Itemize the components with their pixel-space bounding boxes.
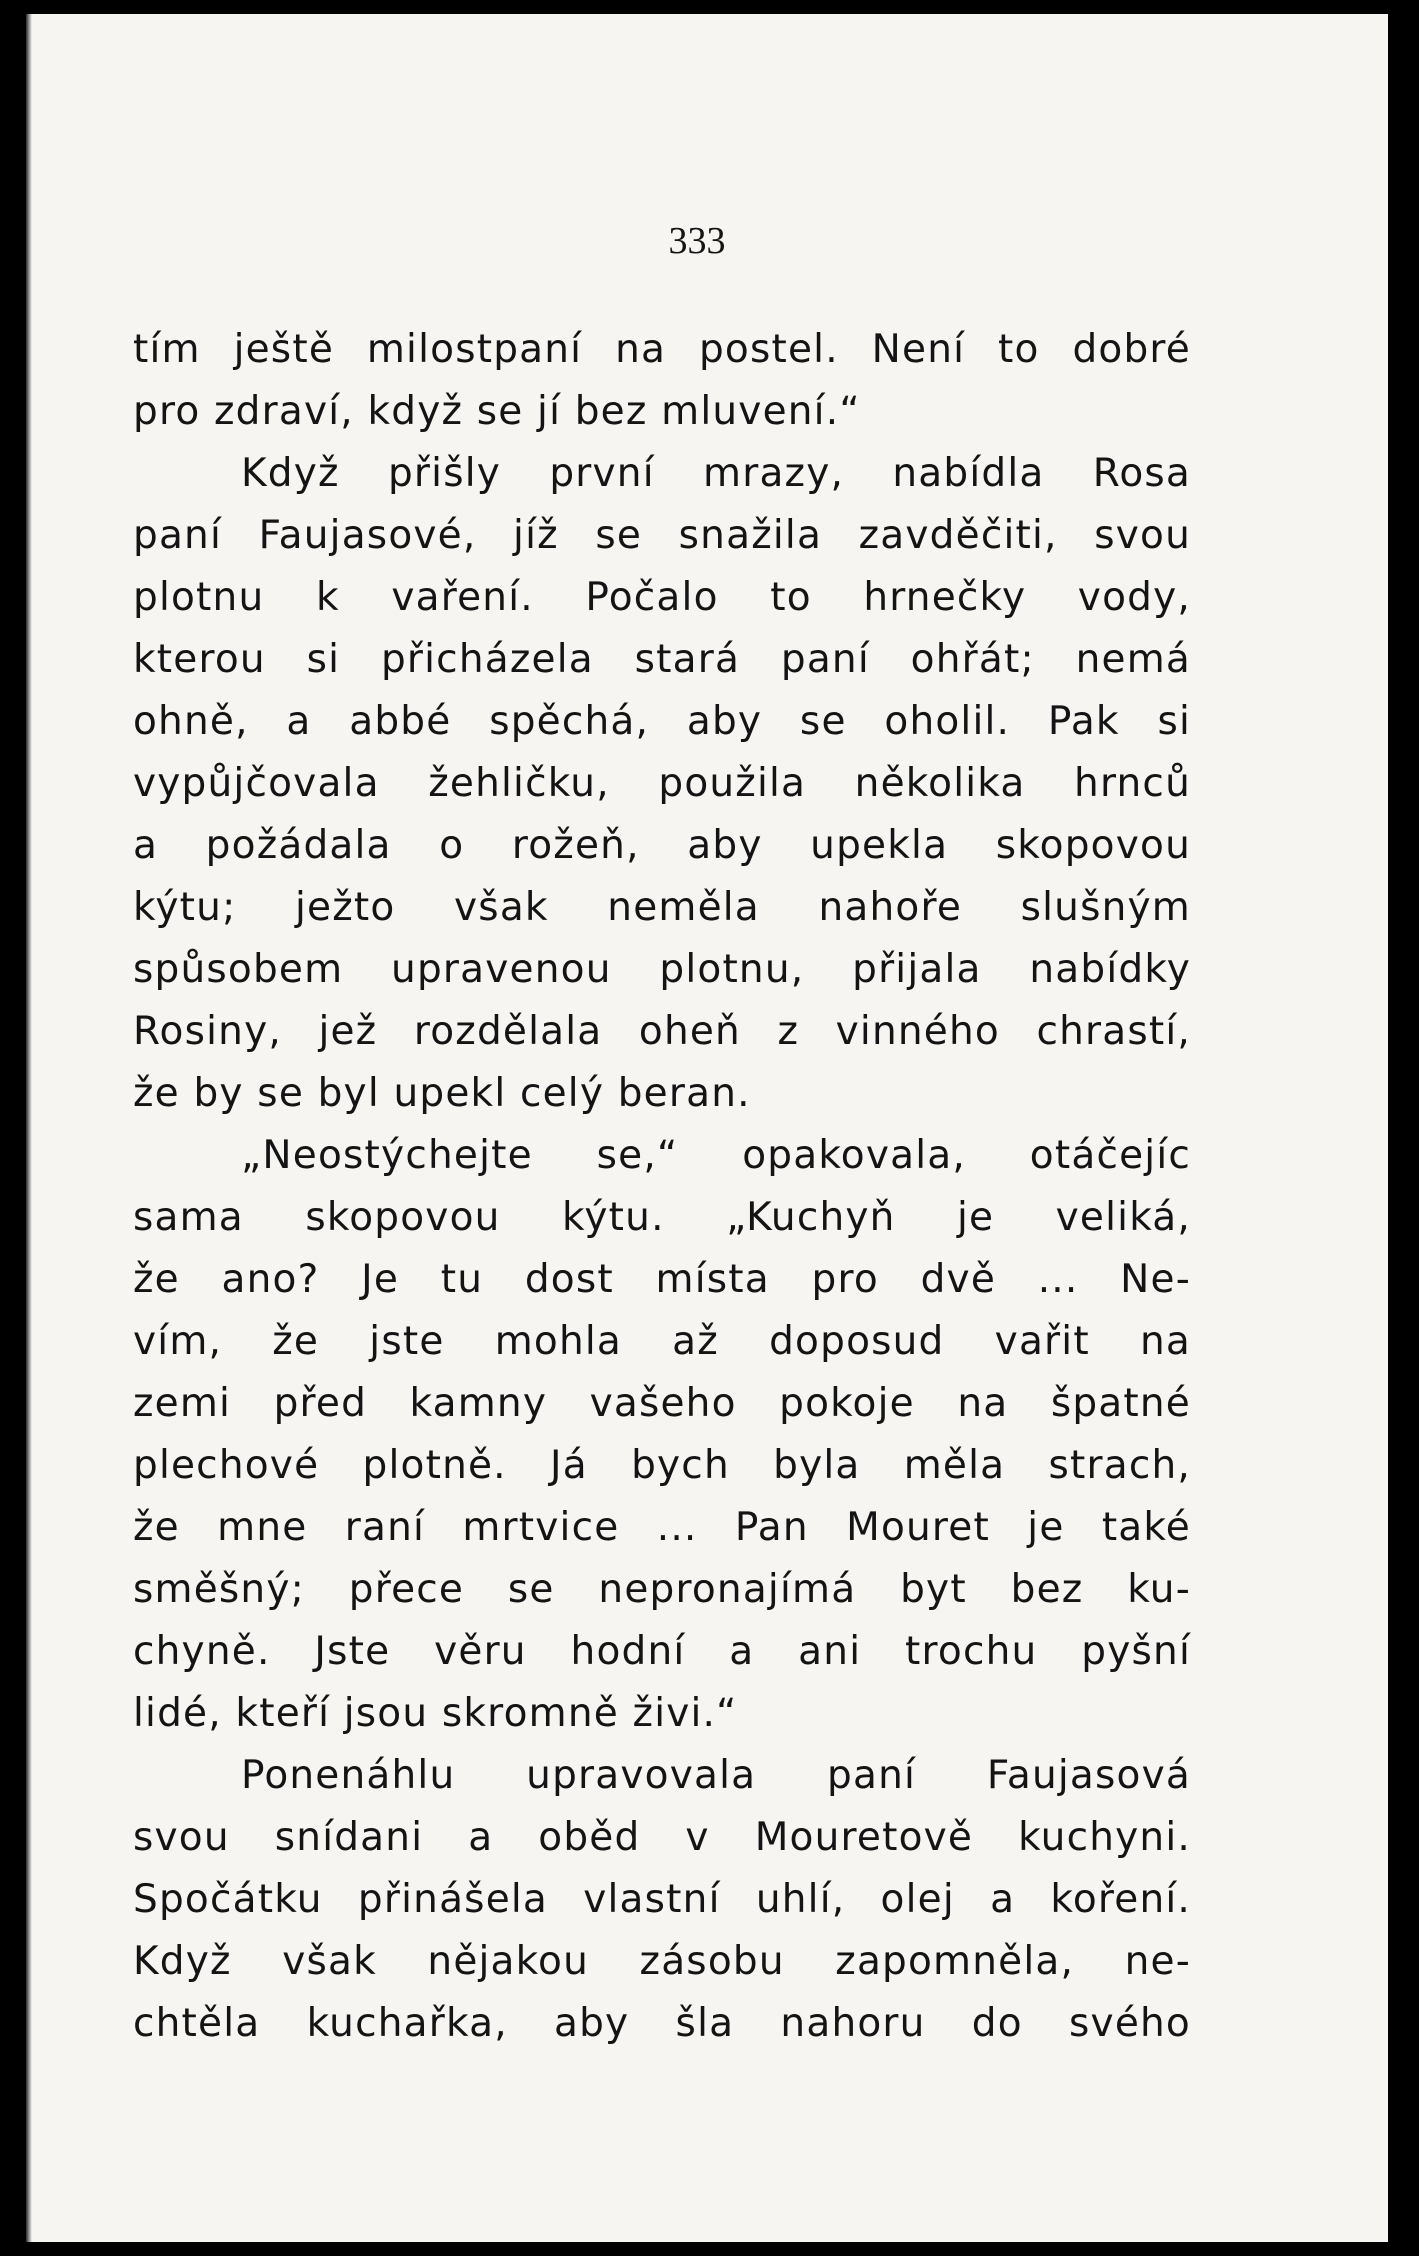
text-line: kýtu; ježto však neměla nahoře slušným: [133, 885, 1191, 930]
text-line: plotnu k vaření. Počalo to hrnečky vody,: [133, 575, 1191, 620]
text-line: chyně. Jste věru hodní a ani trochu pyšní: [133, 1629, 1191, 1674]
text-line: a požádala o rožeň, aby upekla skopovou: [133, 823, 1191, 868]
text-line: zemi před kamny vašeho pokoje na špatné: [133, 1381, 1191, 1426]
text-line: spůsobem upravenou plotnu, přijala nabídky: [133, 947, 1191, 992]
text-line: tím ještě milostpaní na postel. Není to dobré: [133, 327, 1191, 372]
text-line: Když však nějakou zásobu zapomněla, ne-: [133, 1939, 1191, 1984]
text-line: chtěla kuchařka, aby šla nahoru do svého: [133, 2001, 1191, 2046]
text-line: lidé, kteří jsou skromně živi.“: [133, 1691, 738, 1736]
text-line: paní Faujasové, jíž se snažila zavděčiti, svou: [133, 513, 1191, 558]
body-text: [133, 319, 1191, 2055]
page-number: 333: [668, 220, 726, 262]
book-page: [26, 14, 1388, 2242]
text-line: Když přišly první mrazy, nabídla Rosa: [241, 451, 1191, 496]
text-line: že by se byl upekl celý beran.: [133, 1071, 751, 1116]
text-line: pro zdraví, když se jí bez mluvení.“: [133, 389, 861, 434]
text-line: že ano? Je tu dost místa pro dvě ... Ne-: [133, 1257, 1191, 1302]
text-line: svou snídani a oběd v Mouretově kuchyni.: [133, 1815, 1191, 1860]
text-line: kterou si přicházela stará paní ohřát; nemá: [133, 637, 1191, 682]
text-line: vím, že jste mohla až doposud vařit na: [133, 1319, 1191, 1364]
text-line: ohně, a abbé spěchá, aby se oholil. Pak si: [133, 699, 1191, 744]
text-line: že mne raní mrtvice ... Pan Mouret je také: [133, 1505, 1191, 1550]
text-line: „Neostýchejte se,“ opakovala, otáčejíc: [241, 1133, 1191, 1178]
text-line: Rosiny, jež rozdělala oheň z vinného chrastí,: [133, 1009, 1191, 1054]
text-line: vypůjčovala žehličku, použila několika hrnců: [133, 761, 1191, 806]
text-line: směšný; přece se nepronajímá byt bez ku-: [133, 1567, 1191, 1612]
text-line: sama skopovou kýtu. „Kuchyň je veliká,: [133, 1195, 1191, 1240]
text-line: Spočátku přinášela vlastní uhlí, olej a koření.: [133, 1877, 1191, 1922]
text-line: plechové plotně. Já bych byla měla strach,: [133, 1443, 1191, 1488]
page-edge-shadow: [26, 14, 32, 2242]
text-line: Ponenáhlu upravovala paní Faujasová: [241, 1753, 1191, 1798]
